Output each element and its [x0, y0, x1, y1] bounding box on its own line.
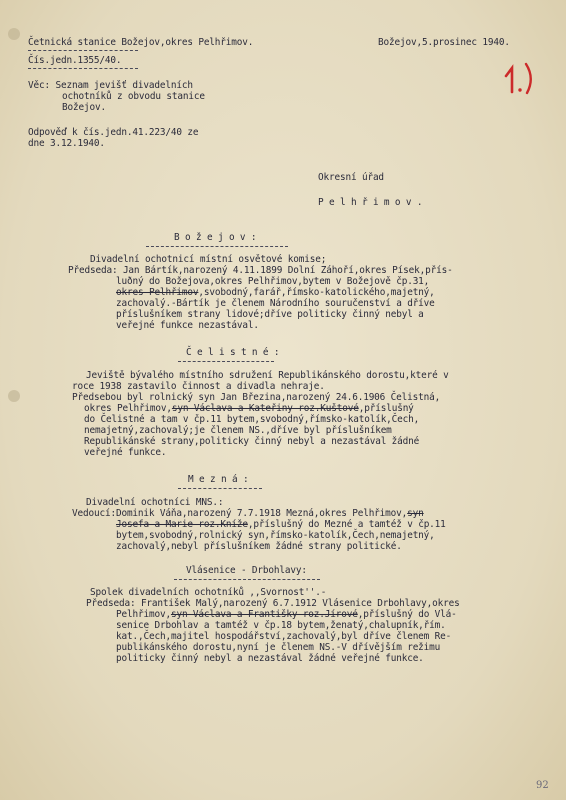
- reply-reference: Odpověď k čís.jedn.41.223/40 ze: [28, 127, 199, 138]
- section-line: do Čelistné a tam v čp.11 bytem,svobodný,římsko-katolík,Čech,: [84, 414, 420, 425]
- section-line: [116, 287, 435, 298]
- section-line: Předseda: František Malý,narozený 6.7.1912 Vlásenice Drbohlavy,okres: [86, 598, 460, 609]
- section-line: bytem,svobodný,rolnický syn,římsko-katolík,Čech,nemajetný,: [116, 530, 435, 541]
- divider: [178, 361, 274, 362]
- section-text: ,příslušný: [358, 403, 414, 414]
- section-line: zachovalý,nebyl příslušníkem žádné strany politické.: [116, 541, 402, 552]
- section-line: veřejné funkce.: [84, 447, 167, 458]
- place-date: Božejov,5.prosinec 1940.: [378, 37, 510, 48]
- section-line: kat.,Čech,majitel hospodářství,zachovalý,byl dříve členem Re-: [116, 631, 452, 642]
- divider: [178, 488, 262, 489]
- section-text: ,svobodný,farář,římsko-katolického,majetný,: [198, 287, 435, 298]
- station-name: Četnická stanice Božejov,okres Pelhřimov.: [28, 37, 254, 48]
- struck-text: syn Václava a Kateřiny roz.Kuštové: [171, 403, 359, 414]
- section-line: Divadelní ochotnicí místní osvětové komise;: [90, 254, 327, 265]
- struck-text: syn: [407, 508, 424, 519]
- section-line: Republikánské strany,politicky činný nebyl a nezastával žádné: [84, 436, 420, 447]
- addressee: Okresní úřad: [318, 172, 384, 183]
- section-line: příslušníkem strany lidové;dříve politicky činný nebyl a: [116, 309, 424, 320]
- section-title: Vlásenice - Drbohlavy:: [186, 565, 307, 576]
- section-line: zachovalý.-Bártík je členem Národního souručenství a dříve: [116, 298, 435, 309]
- section-text: ,příslušný do Mezné a tamtéž v čp.11: [247, 519, 446, 530]
- red-annotation-mark: [500, 60, 536, 96]
- struck-text: syn Václava a Františky roz.Jírové: [170, 609, 358, 620]
- struck-text: okres Pelhřimov: [116, 287, 199, 298]
- reply-reference: dne 3.12.1940.: [28, 138, 105, 149]
- section-line: [116, 519, 446, 530]
- section-title: B o ž e j o v :: [174, 232, 257, 243]
- section-line: veřejné funkce nezastával.: [116, 320, 259, 331]
- section-line: Předsebou byl rolnický syn Jan Březina,narozený 24.6.1906 Čelistná,: [72, 392, 441, 403]
- subject-line: Věc: Seznam jevišť divadelních: [28, 80, 193, 91]
- punch-hole: [8, 390, 20, 402]
- section-line: [72, 508, 424, 519]
- divider: [174, 579, 320, 580]
- divider: [28, 68, 138, 69]
- section-text: ,příslušný do Vlá-: [357, 609, 457, 620]
- section-line: [84, 403, 414, 414]
- section-text: okres Pelhřimov,: [84, 403, 172, 414]
- section-line: politicky činný nebyl a nezastával žádné veřejné funkce.: [116, 653, 424, 664]
- section-line: Divadelní ochotníci MNS.:: [86, 497, 224, 508]
- section-line: nemajetný,zachovalý;je členem NS.,dříve byl příslušníkem: [84, 425, 392, 436]
- section-line: luðný do Božejova,okres Pelhřimov,bytem v Božejově čp.31,: [116, 276, 430, 287]
- section-title: Č e l i s t n é :: [186, 347, 280, 358]
- addressee-city: P e l h ř i m o v .: [318, 197, 423, 208]
- reference-number: Čís.jedn.1355/40.: [28, 55, 122, 66]
- section-line: Předseda: Jan Bártík,narozený 4.11.1899 Dolní Záhoří,okres Písek,přís-: [68, 265, 453, 276]
- punch-hole: [8, 28, 20, 40]
- section-line: publikánského dorostu,nyní je členem NS.-V dřívějším režimu: [116, 642, 441, 653]
- subject-line: ochotníků z obvodu stanice: [62, 91, 205, 102]
- section-title: M e z n á :: [188, 474, 249, 485]
- section-text: Pelhřimov,: [116, 609, 171, 620]
- subject-line: Božejov.: [62, 102, 106, 113]
- divider: [146, 246, 288, 247]
- section-line: Jeviště bývalého místního sdružení Republikánského dorostu,které v: [86, 370, 449, 381]
- divider: [28, 50, 138, 51]
- struck-text: Josefa a Marie roz.Kníže: [116, 519, 248, 530]
- section-text: Vedoucí:Dominik Váňa,narozený 7.7.1918 Mezná,okres Pelhřimov,: [72, 508, 408, 519]
- section-line: roce 1938 zastavilo činnost a divadla nehraje.: [72, 381, 325, 392]
- section-line: [116, 609, 457, 620]
- page-number: 92: [536, 780, 549, 791]
- section-line: senice Drbohlav a tamtéž v čp.18 bytem,ženatý,chalupník,řím.: [116, 620, 446, 631]
- section-line: Spolek divadelních ochotníků ,,Svornost''.-: [90, 587, 327, 598]
